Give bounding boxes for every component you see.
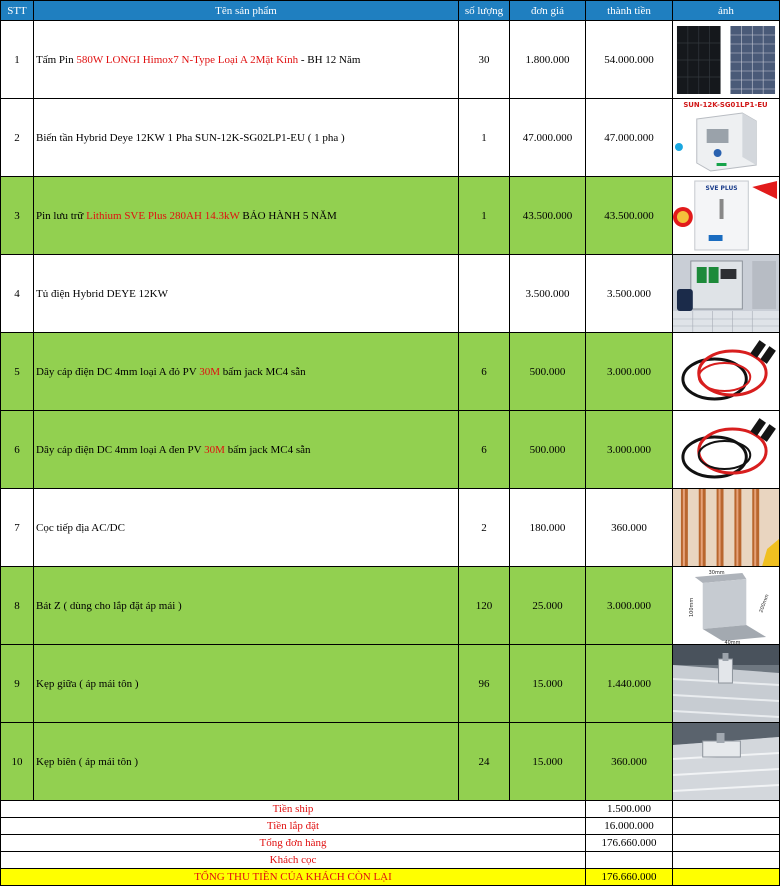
row-name: Dây cáp điện DC 4mm loại A đỏ PV 30M bấm jack MC4 sẵn bbox=[34, 333, 459, 411]
row-qty: 6 bbox=[459, 411, 510, 489]
row-total: 3.000.000 bbox=[586, 567, 673, 645]
row-price: 15.000 bbox=[510, 723, 586, 801]
summary-value: 1.500.000 bbox=[586, 801, 673, 818]
row-name: Pin lưu trữ Lithium SVE Plus 280AH 14.3kW BẢO HÀNH 5 NĂM bbox=[34, 177, 459, 255]
row-price: 1.800.000 bbox=[510, 21, 586, 99]
table-row bbox=[1, 489, 780, 567]
row-qty: 2 bbox=[459, 489, 510, 567]
summary-blank bbox=[673, 835, 780, 852]
header-image: ảnh bbox=[673, 1, 780, 21]
row-stt: 9 bbox=[1, 645, 34, 723]
table-row bbox=[1, 99, 780, 177]
row-total: 360.000 bbox=[586, 489, 673, 567]
row-stt: 5 bbox=[1, 333, 34, 411]
row-total: 47.000.000 bbox=[586, 99, 673, 177]
header-qty: số lượng bbox=[459, 1, 510, 21]
row-name: Bát Z ( dùng cho lắp đặt áp mái ) bbox=[34, 567, 459, 645]
electrical-cabinet-image bbox=[673, 255, 780, 333]
summary-row-order-total bbox=[1, 835, 780, 852]
header-price: đơn giá bbox=[510, 1, 586, 21]
dc-cable-image bbox=[673, 411, 780, 489]
row-stt: 4 bbox=[1, 255, 34, 333]
header-row bbox=[1, 1, 780, 21]
row-total: 3.000.000 bbox=[586, 333, 673, 411]
table-row bbox=[1, 255, 780, 333]
end-clamp-image bbox=[673, 723, 780, 801]
row-total: 43.500.000 bbox=[586, 177, 673, 255]
summary-blank bbox=[673, 869, 780, 886]
row-qty: 1 bbox=[459, 99, 510, 177]
table-row bbox=[1, 723, 780, 801]
row-price: 47.000.000 bbox=[510, 99, 586, 177]
table-row bbox=[1, 177, 780, 255]
summary-row-installation bbox=[1, 818, 780, 835]
row-name: Kẹp giữa ( áp mái tôn ) bbox=[34, 645, 459, 723]
table-row bbox=[1, 21, 780, 99]
summary-label: Khách cọc bbox=[1, 852, 586, 869]
summary-value bbox=[586, 852, 673, 869]
table-row bbox=[1, 411, 780, 489]
row-stt: 3 bbox=[1, 177, 34, 255]
summary-label: Tổng đơn hàng bbox=[1, 835, 586, 852]
mid-clamp-image bbox=[673, 645, 780, 723]
row-price: 180.000 bbox=[510, 489, 586, 567]
dimension-label: 30mm bbox=[708, 569, 725, 577]
battery-image bbox=[673, 177, 780, 255]
row-name: Cọc tiếp địa AC/DC bbox=[34, 489, 459, 567]
summary-label: Tiền ship bbox=[1, 801, 586, 818]
row-qty: 1 bbox=[459, 177, 510, 255]
row-name: Tủ điện Hybrid DEYE 12KW bbox=[34, 255, 459, 333]
grand-total-value: 176.660.000 bbox=[586, 869, 673, 886]
row-name: Tấm Pin 580W LONGI Himox7 N-Type Loại A 2Mặt Kính - BH 12 Năm bbox=[34, 21, 459, 99]
row-stt: 1 bbox=[1, 21, 34, 99]
summary-value: 16.000.000 bbox=[586, 818, 673, 835]
row-total: 54.000.000 bbox=[586, 21, 673, 99]
summary-blank bbox=[673, 852, 780, 869]
table-row bbox=[1, 333, 780, 411]
header-total: thành tiền bbox=[586, 1, 673, 21]
row-stt: 10 bbox=[1, 723, 34, 801]
row-total: 3.500.000 bbox=[586, 255, 673, 333]
table-row bbox=[1, 567, 780, 645]
summary-row-grand-total bbox=[1, 869, 780, 886]
row-total: 1.440.000 bbox=[586, 645, 673, 723]
row-stt: 6 bbox=[1, 411, 34, 489]
row-qty: 24 bbox=[459, 723, 510, 801]
table-row bbox=[1, 645, 780, 723]
row-name: Kẹp biên ( áp mái tôn ) bbox=[34, 723, 459, 801]
row-price: 3.500.000 bbox=[510, 255, 586, 333]
row-stt: 7 bbox=[1, 489, 34, 567]
solar-panel-image bbox=[673, 21, 780, 99]
row-price: 43.500.000 bbox=[510, 177, 586, 255]
ground-rod-image bbox=[673, 489, 780, 567]
summary-blank bbox=[673, 818, 780, 835]
header-stt: STT bbox=[1, 1, 34, 21]
row-price: 15.000 bbox=[510, 645, 586, 723]
inverter-image bbox=[673, 99, 780, 177]
row-price: 25.000 bbox=[510, 567, 586, 645]
row-stt: 8 bbox=[1, 567, 34, 645]
dimension-label: 200mm bbox=[758, 593, 771, 614]
row-name: Dây cáp điện DC 4mm loại A đen PV 30M bấm jack MC4 sẵn bbox=[34, 411, 459, 489]
z-bracket-image bbox=[673, 567, 780, 645]
grand-total-label: TỔNG THU TIỀN CỦA KHÁCH CÒN LẠI bbox=[1, 869, 586, 886]
battery-brand-caption: SVE PLUS bbox=[705, 184, 738, 193]
summary-blank bbox=[673, 801, 780, 818]
row-price: 500.000 bbox=[510, 411, 586, 489]
summary-row-deposit bbox=[1, 852, 780, 869]
row-total: 3.000.000 bbox=[586, 411, 673, 489]
row-total: 360.000 bbox=[586, 723, 673, 801]
row-qty: 120 bbox=[459, 567, 510, 645]
row-qty: 96 bbox=[459, 645, 510, 723]
row-stt: 2 bbox=[1, 99, 34, 177]
header-name: Tên sản phẩm bbox=[34, 1, 459, 21]
row-price: 500.000 bbox=[510, 333, 586, 411]
row-name: Biến tần Hybrid Deye 12KW 1 Pha SUN-12K-SG02LP1-EU ( 1 pha ) bbox=[34, 99, 459, 177]
dimension-label: 100mm bbox=[688, 597, 695, 617]
summary-row-shipping bbox=[1, 801, 780, 818]
dc-cable-image bbox=[673, 333, 780, 411]
inverter-model-caption: SUN-12K-SG01LP1-EU bbox=[683, 100, 768, 110]
row-qty bbox=[459, 255, 510, 333]
row-qty: 6 bbox=[459, 333, 510, 411]
summary-value: 176.660.000 bbox=[586, 835, 673, 852]
summary-label: Tiền lắp đặt bbox=[1, 818, 586, 835]
dimension-label: 40mm bbox=[724, 639, 741, 644]
row-qty: 30 bbox=[459, 21, 510, 99]
